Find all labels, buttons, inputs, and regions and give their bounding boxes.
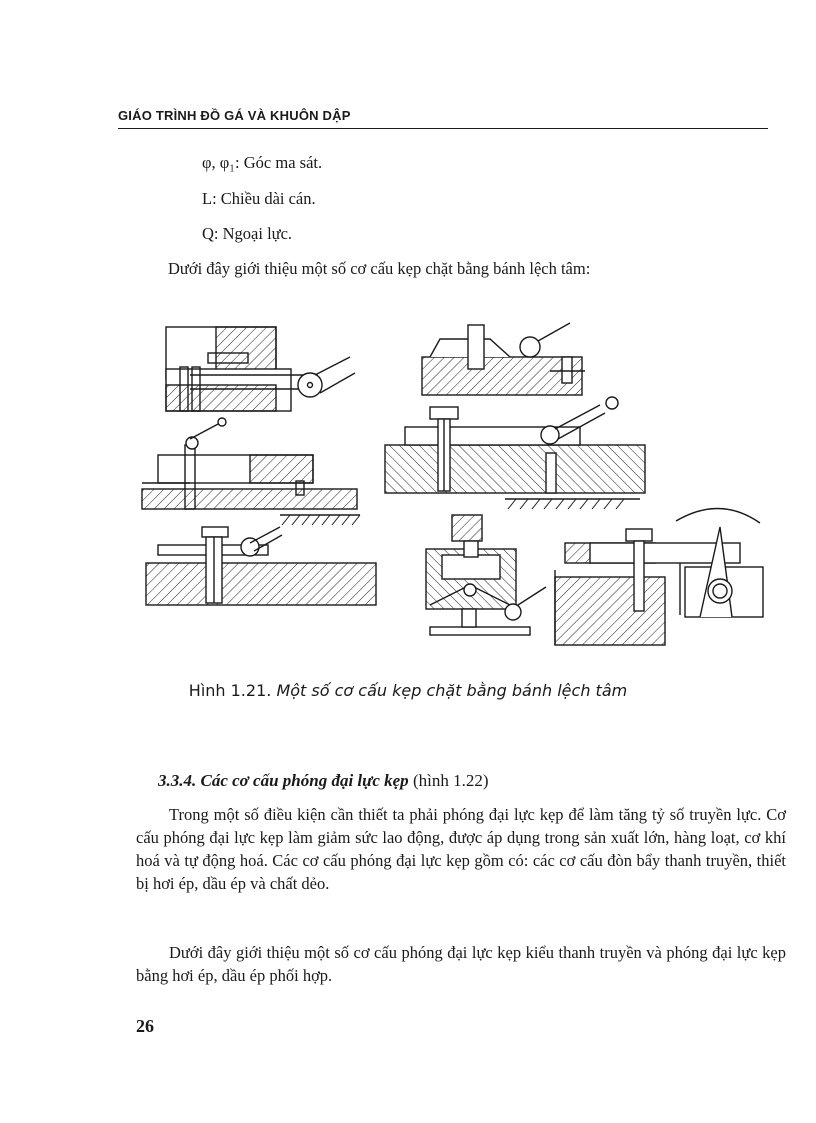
figure-caption	[0, 681, 816, 700]
page-number: 26	[136, 1016, 154, 1036]
clamp-sketch-6	[426, 515, 546, 635]
section-paragraph-1: Trong một số điều kiện cần thiết ta phải phóng đại lực kẹp để làm tăng tỷ số truyền lực. Cơ cấu phóng đại lực kẹp làm giảm sức lao động, được áp dụng trong sản xuất lớn, hàng loạt, cơ khí hoá và tự động hoá. Các cơ cấu phóng đại lực kẹp gồm có: các cơ cấu đòn bẩy thanh truyền, thiết bị hơi ép, dầu ép và chất dẻo.	[136, 805, 786, 893]
clamp-sketch-7	[555, 508, 763, 645]
section-paragraph-2: Dưới đây giới thiệu một số cơ cấu phóng đại lực kẹp kiểu thanh truyền và phóng đại lực kẹp bằng hơi ép, dầu ép phối hợp.	[136, 943, 786, 985]
clamp-sketch-4	[422, 323, 585, 395]
symbol-line-l: L: Chiều dài cán.	[202, 189, 316, 208]
section-heading	[158, 771, 488, 791]
figure-caption-label: Hình 1.21.	[188, 681, 272, 700]
clamp-sketch-5	[385, 397, 645, 509]
figure-eccentric-clamps	[130, 305, 770, 655]
clamp-sketch-2	[142, 418, 360, 525]
intro-sentence: Dưới đây giới thiệu một số cơ cấu kẹp chặt bằng bánh lệch tâm:	[168, 259, 591, 278]
symbol-line-q: Q: Ngoại lực.	[202, 224, 293, 243]
header-rule	[118, 128, 768, 129]
symbol-line-phi: φ, φ₁: Góc ma sát.	[202, 153, 323, 172]
clamp-sketch-1	[166, 327, 355, 411]
running-header: GIÁO TRÌNH ĐỒ GÁ VÀ KHUÔN DẬP	[118, 108, 351, 123]
clamp-sketch-3	[146, 527, 376, 605]
figure-caption-text: Một số cơ cấu kẹp chặt bằng bánh lệch tâm	[276, 681, 628, 700]
section-heading-title: 3.3.4. Các cơ cấu phóng đại lực kẹp	[158, 771, 409, 790]
section-heading-ref: (hình 1.22)	[412, 771, 489, 790]
